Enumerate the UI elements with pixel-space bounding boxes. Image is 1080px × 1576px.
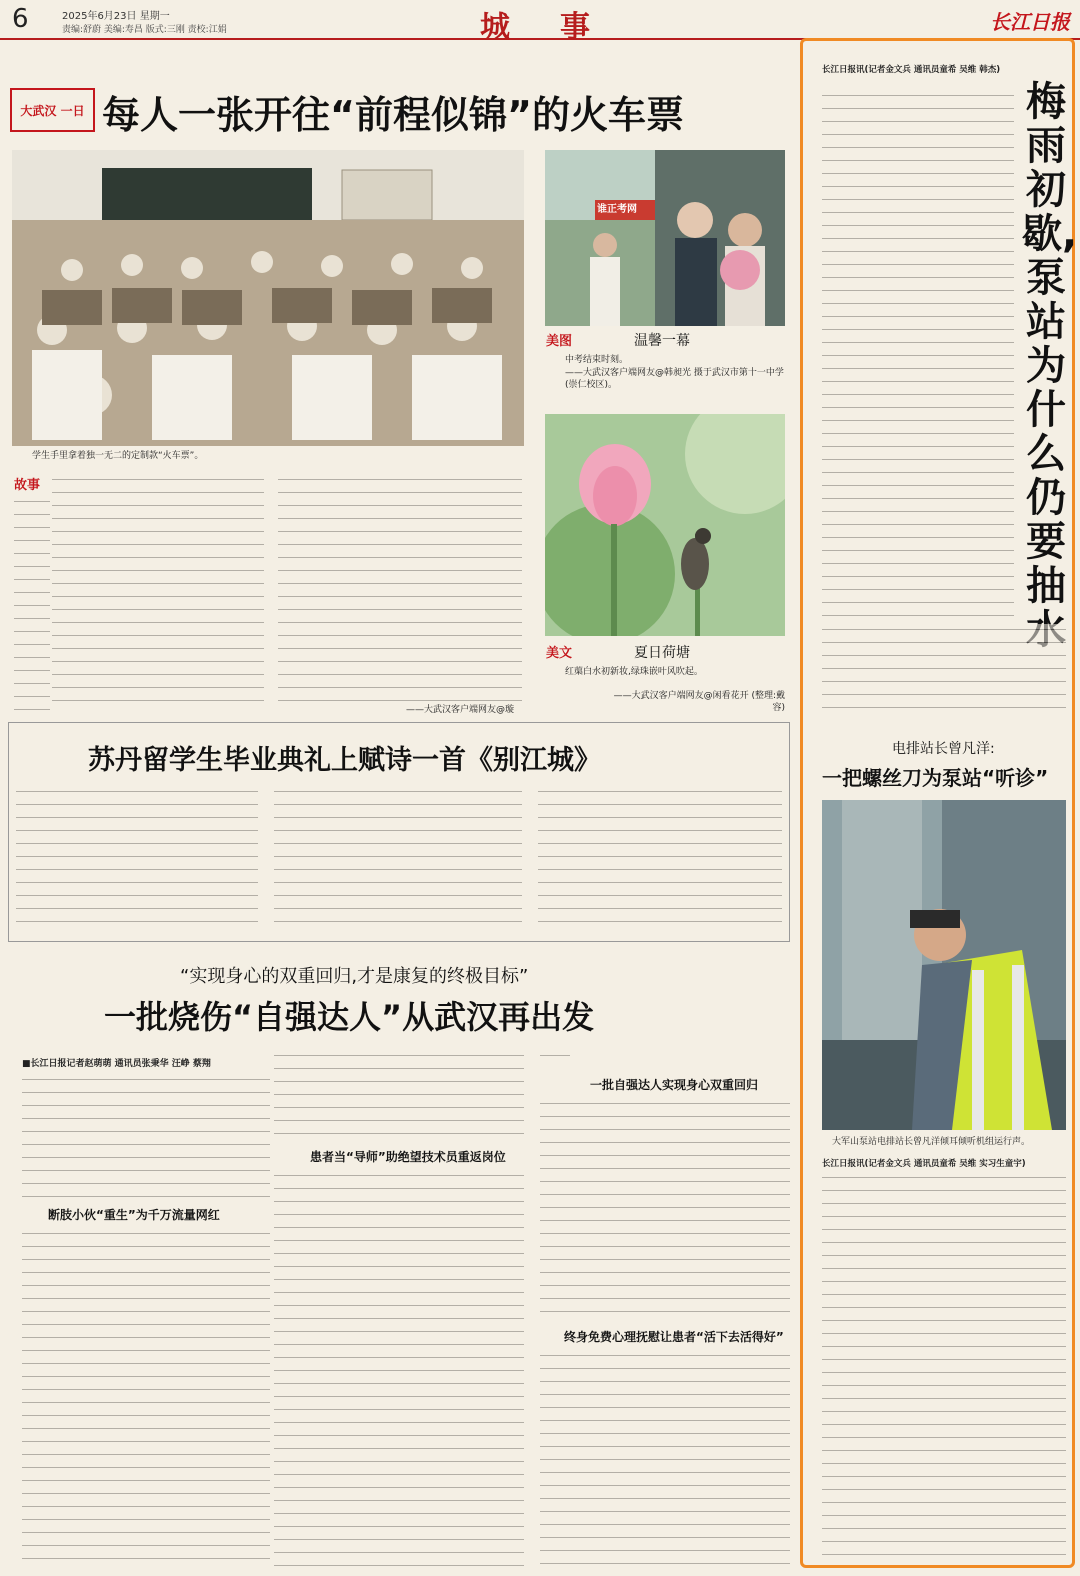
article2-col3	[538, 786, 782, 932]
sidebar-text-upper	[822, 90, 1014, 620]
sidebar-sub-headline: 一把螺丝刀为泵站“听诊”	[822, 766, 1049, 790]
sidebar-byline-2: 长江日报讯(记者金文兵 通讯员童希 吴维 实习生童宇)	[822, 1159, 1026, 1169]
gallery-label-2: 美文	[546, 646, 573, 661]
article3-subhead-3: 一批自强达人实现身心双重回归	[590, 1078, 759, 1092]
article2-col1	[16, 786, 258, 932]
story-text-right	[278, 474, 522, 704]
article3-col1-top	[22, 1074, 270, 1198]
gallery-caption-1: 中考结束时刻。	[565, 355, 629, 365]
lead-headline: 每人一张开往“前程似锦”的火车票	[102, 93, 684, 137]
article3-kicker: “实现身心的双重回归,才是康复的终极目标”	[180, 966, 529, 987]
story-label: 故事	[14, 478, 41, 493]
sidebar-sub-kicker: 电排站长曾凡洋:	[892, 741, 995, 757]
sidebar-vertical-title: 梅雨初歇,泵站为什么仍要抽	[1022, 79, 1078, 609]
lead-headline-block	[10, 84, 795, 138]
page-number: 6	[12, 4, 29, 34]
story-text-left	[52, 474, 264, 712]
sidebar-byline: 长江日报讯(记者金文兵 通讯员童希 吴维 韩杰)	[822, 65, 1001, 75]
article3-subhead-1: 断肢小伙“重生”为千万流量网红	[48, 1208, 220, 1222]
classroom-photo-caption: 学生手里拿着独一无二的定制款“火车票”。	[32, 451, 204, 461]
article3-headline: 一批烧伤“自强达人”从武汉再出发	[104, 998, 595, 1036]
gallery-title-1: 温馨一幕	[634, 333, 690, 349]
sidebar-text-lower	[822, 1172, 1066, 1562]
gallery-label-1: 美图	[546, 334, 573, 349]
graduation-photo-sign: 谁正考网	[597, 204, 637, 215]
gallery-title-2: 夏日荷塘	[634, 645, 690, 661]
gallery-credit-2: ——大武汉客户端网友@闲看花开 (整理:戴容)	[613, 691, 785, 713]
article3-byline: ■长江日报记者赵萌萌 通讯员张秉华 汪峥 蔡翔	[22, 1059, 211, 1069]
article3-col2-top	[274, 1050, 524, 1142]
classroom-photo	[12, 150, 524, 446]
article3-col3-top	[540, 1050, 570, 1064]
pump-station-photo-caption: 大军山泵站电排站长曾凡洋倾耳倾听机组运行声。	[832, 1137, 1031, 1147]
gallery-caption-2: 红蕖白水初新妆,绿珠嵌叶风吹起。	[565, 667, 703, 677]
article3-subhead-2: 患者当“导师”助绝望技术员重返岗位	[310, 1150, 506, 1164]
graduation-photo	[545, 150, 785, 326]
article3-subhead-4: 终身免费心理抚慰让患者“活下去活得好”	[564, 1330, 784, 1344]
gallery-credit-1: ——大武汉客户端网友@韩昶光 摄于武汉市第十一中学(崇仁校区)。	[565, 368, 784, 390]
article2-col2	[274, 786, 522, 932]
column-stamp: 大武汉 一日	[10, 88, 95, 132]
article3-col2-bottom	[274, 1170, 524, 1566]
story-byline: ——大武汉客户端网友@璇	[406, 705, 515, 715]
section-title: 城事	[480, 10, 640, 45]
lotus-photo	[545, 414, 785, 636]
sidebar-text-wide	[822, 624, 1066, 714]
editor-credits: 责编:舒蔚 美编:寿昌 版式:三刚 责校:江娟	[62, 25, 227, 35]
story-text-mid	[14, 496, 50, 712]
page-header	[0, 0, 1080, 45]
article3-col3-mid	[540, 1098, 790, 1318]
article2-headline: 苏丹留学生毕业典礼上赋诗一首《别江城》	[88, 745, 601, 776]
pump-station-photo	[822, 800, 1066, 1130]
issue-date: 2025年6月23日 星期一	[62, 11, 170, 22]
article3-col1-bottom	[22, 1228, 270, 1566]
article3-col3-bottom	[540, 1350, 790, 1566]
masthead-logo: 长江日报	[990, 10, 1070, 34]
